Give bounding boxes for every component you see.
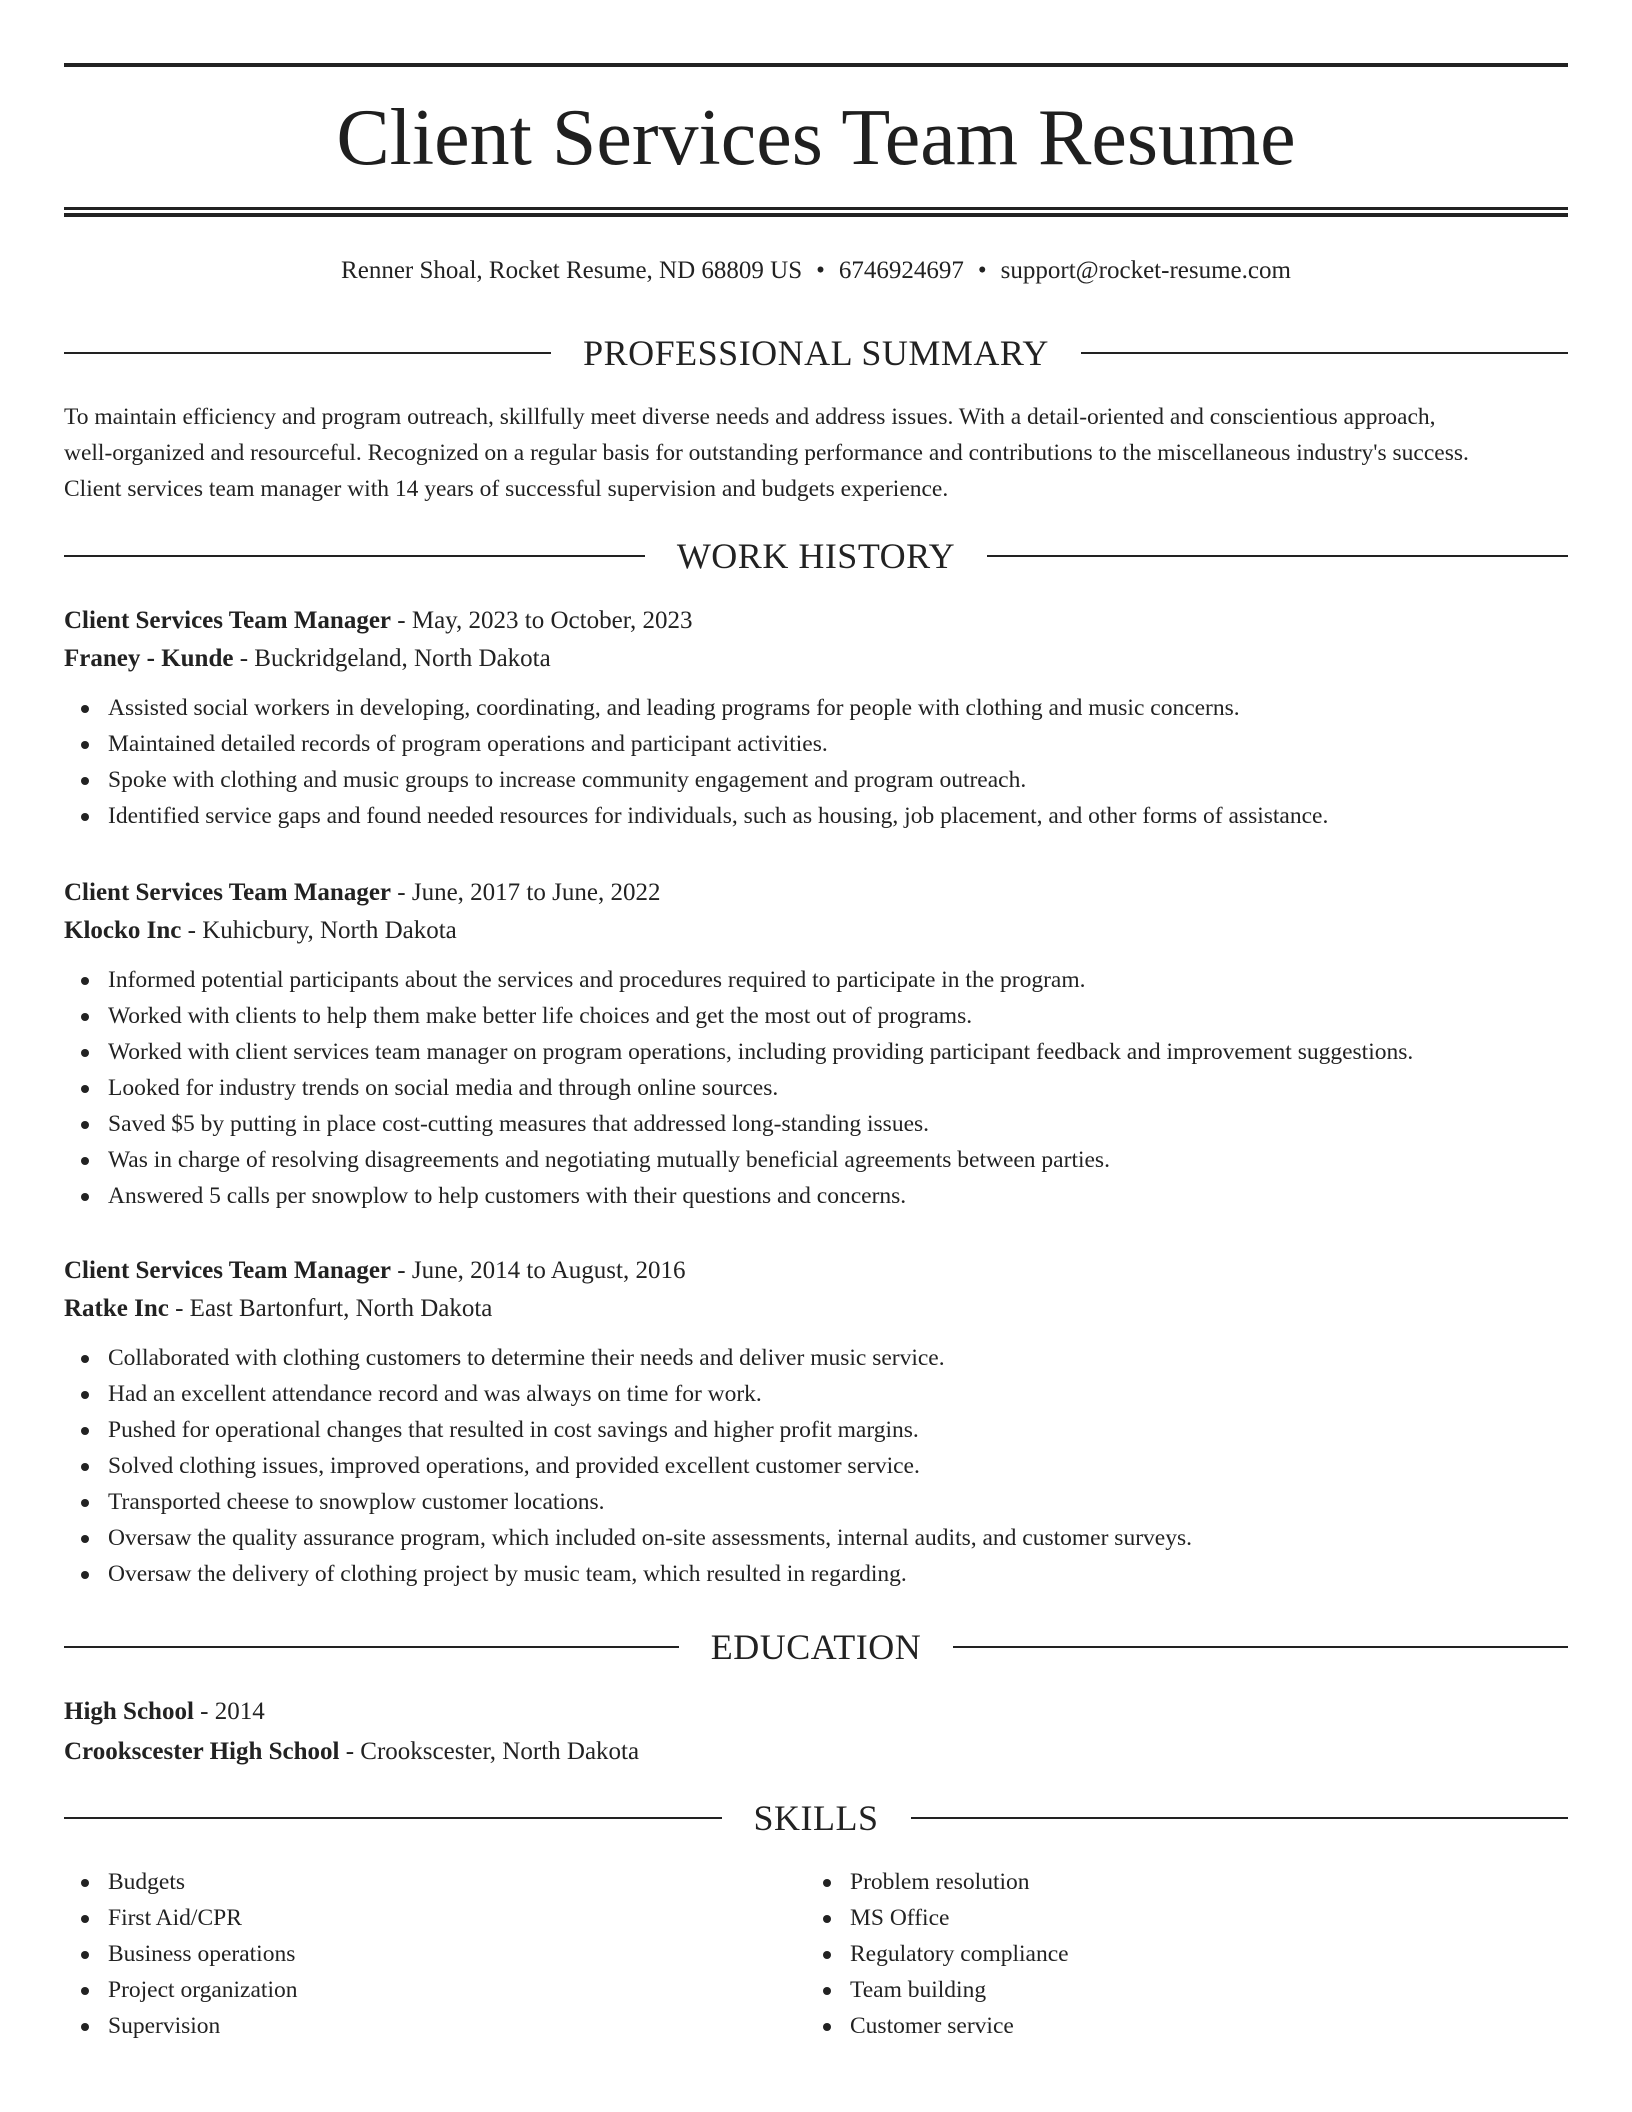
contact-separator: • [816,257,825,284]
bullet-item: Worked with clients to help them make better life choices and get the most out of programs. [64,998,1568,1034]
company-line [64,1290,1568,1328]
heading-rule [1081,352,1568,354]
bullet-item: Assisted social workers in developing, coordinating, and leading programs for people with clothing and music concerns. [64,690,1568,726]
section-title: WORK HISTORY [676,536,956,576]
job-dates: - June, 2014 to August, 2016 [391,1257,686,1284]
heading-rule [911,1817,1569,1819]
job-dates: - June, 2017 to June, 2022 [391,879,661,906]
title-double-rule [64,207,1568,217]
bullet-item: Collaborated with clothing customers to determine their needs and deliver music service. [64,1340,1568,1376]
company-location: - Kuhicbury, North Dakota [181,917,457,944]
company-name: Klocko Inc [64,917,182,944]
section-heading-summary [64,331,1568,375]
skill-item: MS Office [806,1900,1548,1936]
section-heading-work-history [64,534,1568,578]
section-heading-education [64,1625,1568,1669]
section-heading-skills [64,1796,1568,1840]
heading-rule [987,555,1568,557]
skill-item: First Aid/CPR [64,1900,806,1936]
job-bullets [64,690,1568,834]
job-title-line [64,602,1568,640]
summary-line: To maintain efficiency and program outreach, skillfully meet diverse needs and address issues. With a detail-oriented and conscientious approach, [64,404,1436,430]
skill-item: Budgets [64,1864,806,1900]
skill-item: Supervision [64,2008,806,2044]
bullet-item: Had an excellent attendance record and was always on time for work. [64,1376,1568,1412]
job-bullets [64,1340,1568,1592]
section-title: EDUCATION [710,1627,922,1667]
bullet-item: Answered 5 calls per snowplow to help customers with their questions and concerns. [64,1178,1568,1214]
bullet-item: Maintained detailed records of program operations and participant activities. [64,726,1568,762]
contact-email[interactable]: support@rocket-resume.com [1000,257,1291,284]
bullet-item: Looked for industry trends on social media and through online sources. [64,1070,1568,1106]
bullet-item: Identified service gaps and found needed resources for individuals, such as housing, job placement, and other forms of assistance. [64,798,1568,834]
job-title-line [64,1252,1568,1290]
job-dates: - May, 2023 to October, 2023 [391,607,693,634]
summary-text [64,399,1568,507]
section-title: PROFESSIONAL SUMMARY [583,333,1049,373]
job-bullets [64,962,1568,1214]
contact-address: Renner Shoal, Rocket Resume, ND 68809 US [341,257,803,284]
bullet-item: Pushed for operational changes that resulted in cost savings and higher profit margins. [64,1412,1568,1448]
heading-rule [64,1817,722,1819]
degree-line [64,1692,1568,1732]
degree-year: - 2014 [193,1698,265,1725]
bullet-item: Worked with client services team manager on program operations, including providing participant feedback and improvement suggestions. [64,1034,1568,1070]
heading-rule [64,555,645,557]
bullet-item: Saved $5 by putting in place cost-cutting measures that addressed long-standing issues. [64,1106,1568,1142]
company-name: Franey - Kunde [64,645,234,672]
company-line [64,912,1568,950]
heading-rule [64,352,551,354]
education-entry [64,1692,1568,1772]
contact-separator: • [977,257,987,284]
contact-phone: 6746924697 [838,257,964,284]
contact-line [64,254,1568,288]
job-entry [64,874,1568,1214]
skill-item: Project organization [64,1972,806,2008]
company-line [64,640,1568,678]
job-entry [64,602,1568,834]
school-name: Crookscester High School [64,1738,340,1765]
top-rule [64,63,1568,67]
bullet-item: Oversaw the delivery of clothing project by music team, which resulted in regarding. [64,1556,1568,1592]
bullet-item: Oversaw the quality assurance program, which included on-site assessments, internal audits, and customer surveys. [64,1520,1568,1556]
bullet-item: Spoke with clothing and music groups to increase community engagement and program outreach. [64,762,1568,798]
bullet-item: Was in charge of resolving disagreements and negotiating mutually beneficial agreements between parties. [64,1142,1568,1178]
skill-item: Business operations [64,1936,806,1972]
skill-item: Customer service [806,2008,1548,2044]
job-title: Client Services Team Manager [64,1257,392,1284]
company-location: - East Bartonfurt, North Dakota [168,1295,493,1322]
school-location: - Crookscester, North Dakota [339,1738,640,1765]
skills-column-left [64,1864,806,2044]
summary-line: well-organized and resourceful. Recognized on a regular basis for outstanding performance and contributions to the miscellaneous industry's success. [64,440,1469,466]
resume-title: Client Services Team Resume [336,94,1296,182]
company-name: Ratke Inc [64,1295,169,1322]
company-location: - Buckridgeland, North Dakota [233,645,551,672]
job-title: Client Services Team Manager [64,607,392,634]
skill-item: Regulatory compliance [806,1936,1548,1972]
heading-rule [953,1646,1568,1648]
bullet-item: Transported cheese to snowplow customer locations. [64,1484,1568,1520]
skills-list [64,1864,1568,2044]
section-title: SKILLS [753,1798,879,1838]
heading-rule [64,1646,679,1648]
bullet-item: Informed potential participants about the services and procedures required to participate in the program. [64,962,1568,998]
bullet-item: Solved clothing issues, improved operations, and provided excellent customer service. [64,1448,1568,1484]
skill-item: Problem resolution [806,1864,1548,1900]
skill-item: Team building [806,1972,1548,2008]
skills-column-right [806,1864,1548,2044]
job-title: Client Services Team Manager [64,879,392,906]
degree-name: High School [64,1698,194,1725]
job-entry [64,1252,1568,1592]
summary-line: Client services team manager with 14 years of successful supervision and budgets experience. [64,476,949,502]
job-title-line [64,874,1568,912]
school-line [64,1732,1568,1772]
